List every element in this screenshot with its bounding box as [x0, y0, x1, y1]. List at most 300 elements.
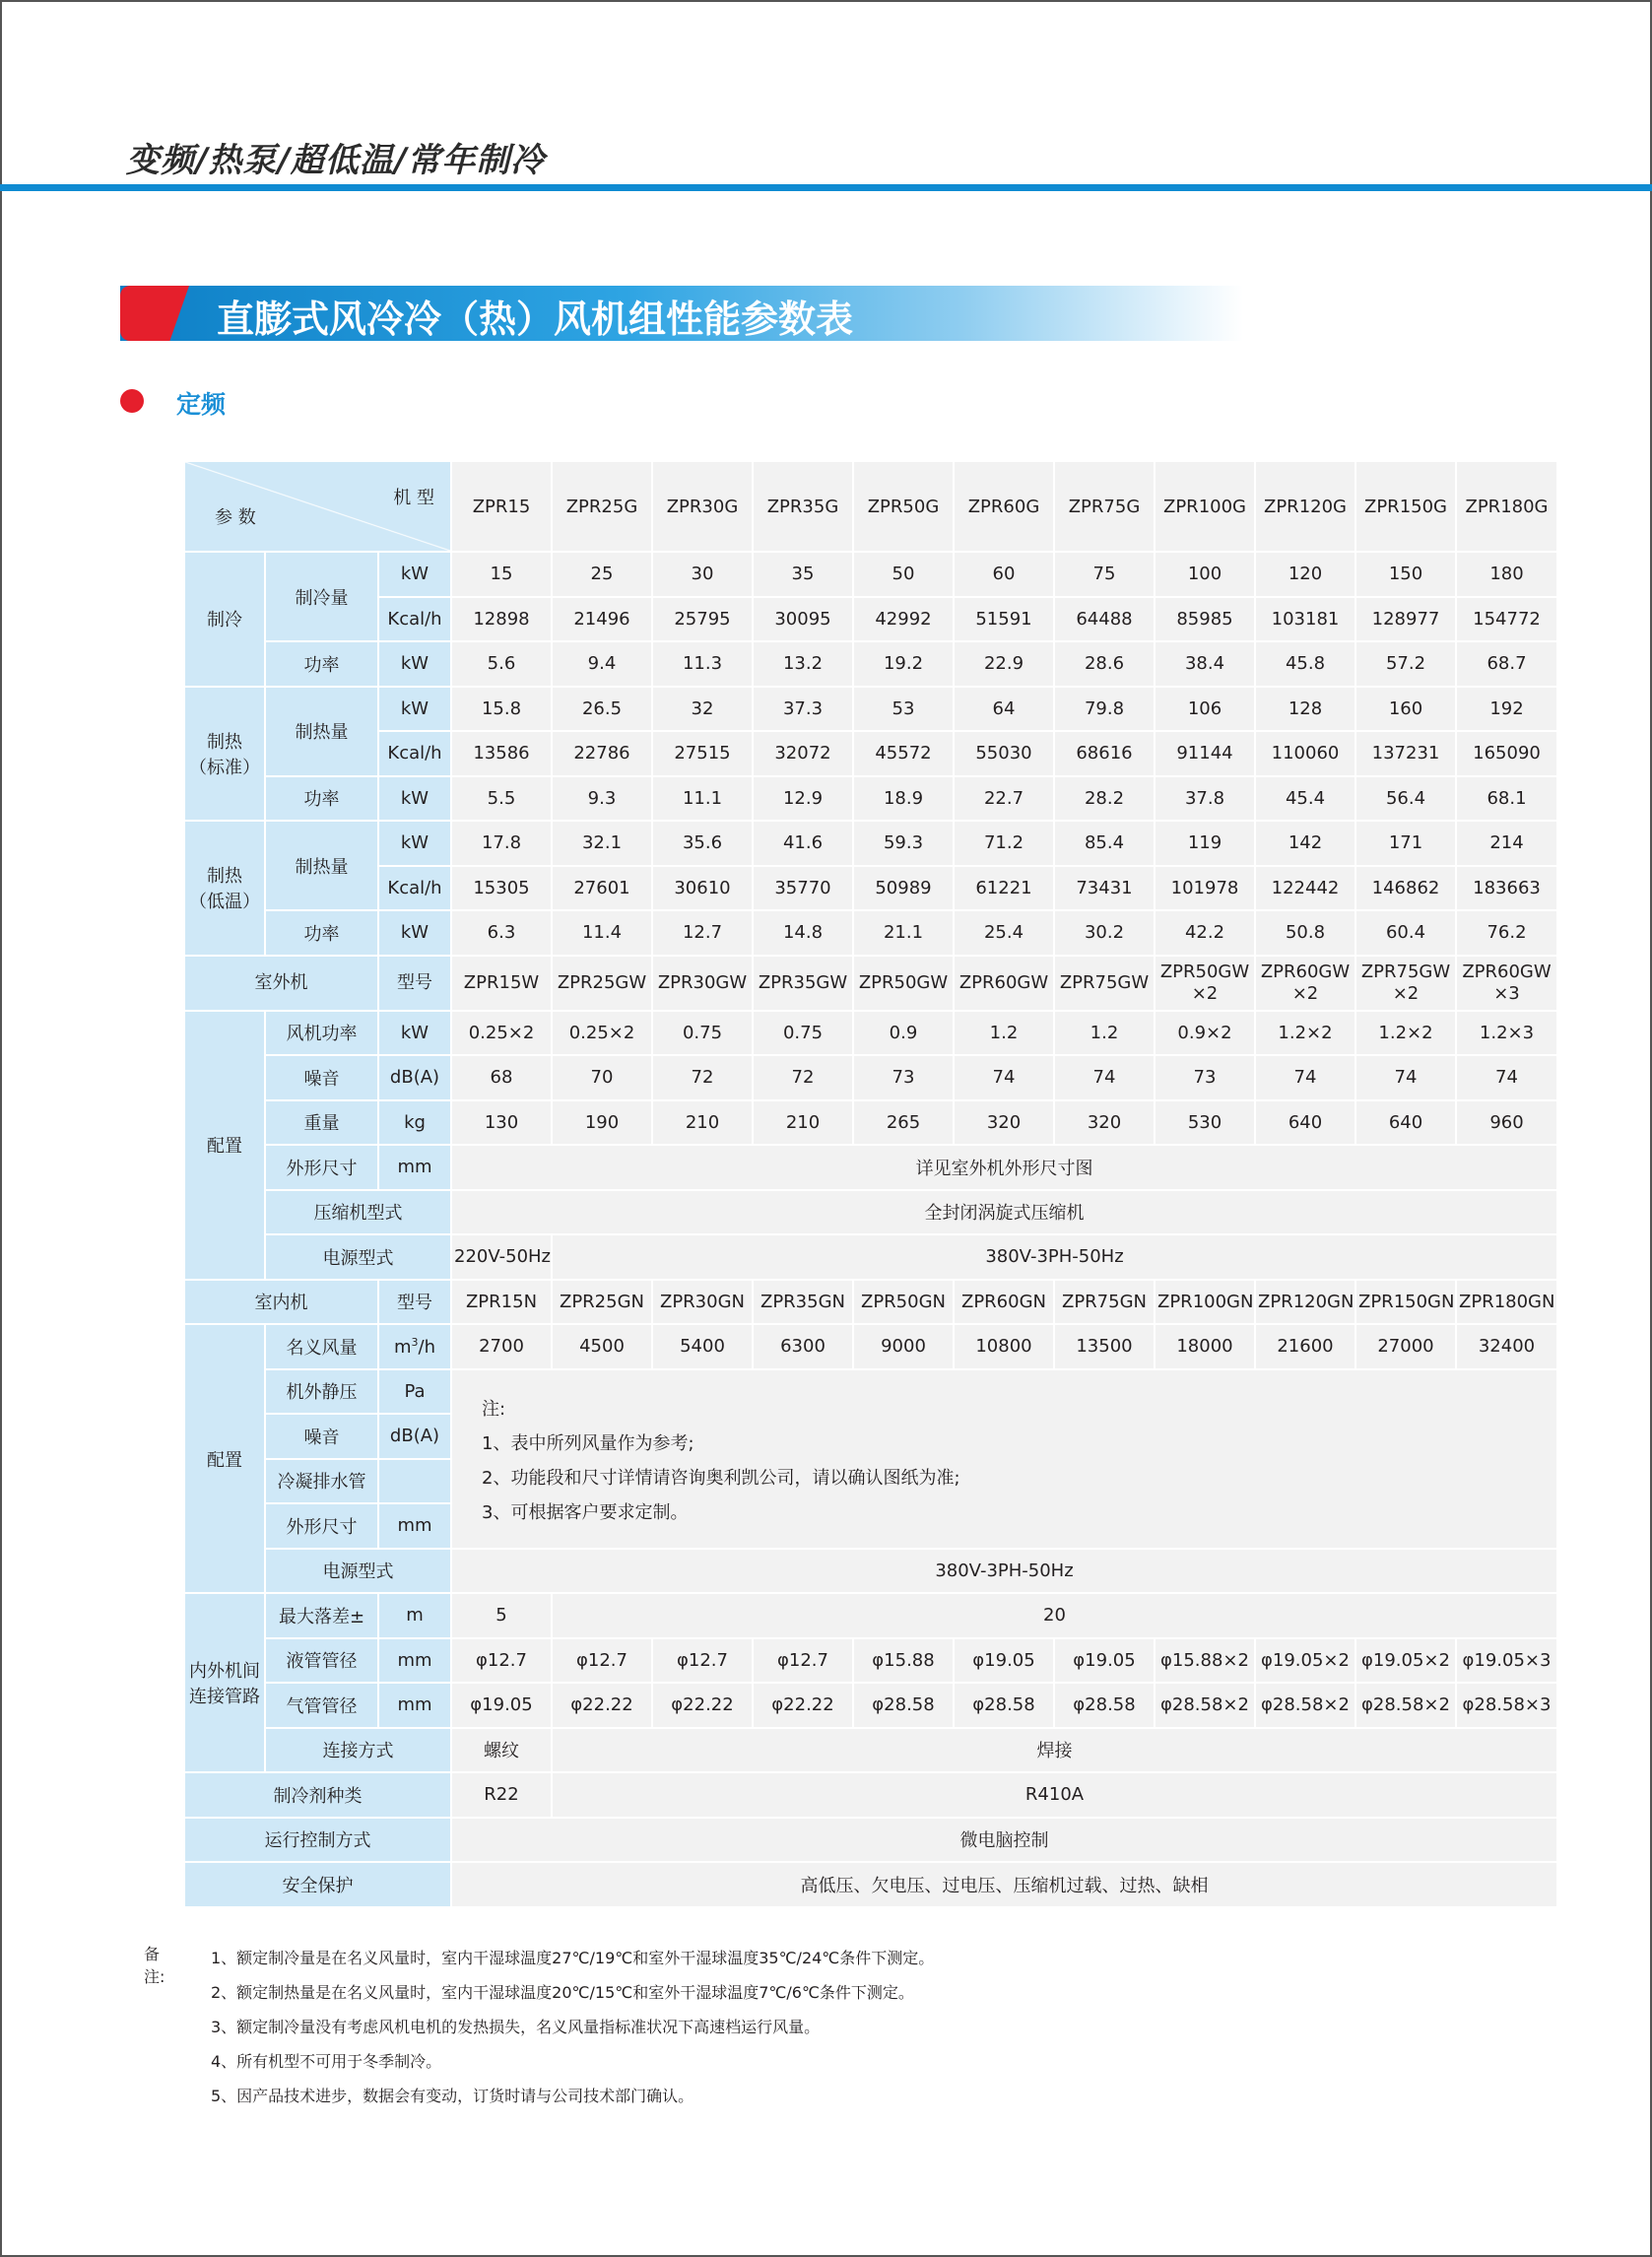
row-label: 制冷剂种类: [184, 1772, 451, 1818]
table-cell: 32: [652, 687, 753, 732]
table-cell: 10800: [954, 1324, 1054, 1369]
unit-label: kW: [378, 910, 451, 956]
table-cell: 50: [853, 552, 954, 597]
table-cell: φ19.05×3: [1456, 1638, 1557, 1684]
table-cell: 120: [1255, 552, 1355, 597]
row-label: 连接方式: [265, 1728, 451, 1773]
table-cell: φ15.88×2: [1155, 1638, 1255, 1684]
table-cell: ZPR60GN: [954, 1280, 1054, 1325]
row-label: 噪音: [265, 1414, 378, 1459]
row-label: 外形尺寸: [265, 1145, 378, 1190]
title-banner: [120, 286, 1243, 341]
table-cell: ZPR50GN: [853, 1280, 954, 1325]
table-cell: 30.2: [1054, 910, 1155, 956]
table-cell: 35: [753, 552, 853, 597]
table-cell: φ12.7: [753, 1638, 853, 1684]
table-cell: 2700: [451, 1324, 552, 1369]
table-cell-merged: 高低压、欠电压、过电压、压缩机过载、过热、缺相: [451, 1862, 1557, 1907]
table-header-row: [184, 461, 1557, 552]
table-row: [184, 1818, 1557, 1863]
table-cell: 27000: [1355, 1324, 1456, 1369]
table-row: [184, 1862, 1557, 1907]
table-cell: 5400: [652, 1324, 753, 1369]
table-cell: 5.6: [451, 641, 552, 687]
unit-label: kW: [378, 821, 451, 866]
table-cell: 73: [853, 1055, 954, 1100]
unit-label: dB(A): [378, 1055, 451, 1100]
table-cell: 265: [853, 1100, 954, 1146]
remarks-label: 备注:: [144, 1945, 165, 1986]
row-label: 制热量: [265, 821, 378, 910]
group-label-line: （低温）: [189, 892, 260, 913]
table-cell-merged: 焊接: [552, 1728, 1557, 1773]
unit-label: kW: [378, 776, 451, 822]
table-cell: φ19.05×2: [1255, 1638, 1355, 1684]
row-label: 最大落差±: [265, 1593, 378, 1638]
row-label: 噪音: [265, 1055, 378, 1100]
table-cell: φ12.7: [451, 1638, 552, 1684]
corner-model-label: 机 型: [393, 488, 434, 508]
table-cell: 74: [1255, 1055, 1355, 1100]
unit-label: mm: [378, 1683, 451, 1728]
unit-label: mm: [378, 1503, 451, 1549]
table-cell: 13500: [1054, 1324, 1155, 1369]
table-cell: 18.9: [853, 776, 954, 822]
table-cell: ZPR15N: [451, 1280, 552, 1325]
table-cell: 15: [451, 552, 552, 597]
table-cell: 74: [1054, 1055, 1155, 1100]
table-cell-merged: 380V-3PH-50Hz: [552, 1234, 1557, 1280]
row-label: 运行控制方式: [184, 1818, 451, 1863]
table-cell: 76.2: [1456, 910, 1557, 956]
table-cell: 960: [1456, 1100, 1557, 1146]
table-row: [184, 1011, 1557, 1056]
table-cell: 15.8: [451, 687, 552, 732]
table-cell: 37.8: [1155, 776, 1255, 822]
unit-label: Kcal/h: [378, 731, 451, 776]
group-label: [184, 1593, 265, 1772]
row-label: 冷凝排水管: [265, 1459, 378, 1504]
table-cell: 142: [1255, 821, 1355, 866]
table-cell: 38.4: [1155, 641, 1255, 687]
corner-param-label: 参 数: [215, 507, 256, 528]
table-cell: φ19.05: [1054, 1638, 1155, 1684]
model-header: ZPR180G: [1456, 461, 1557, 552]
table-cell: φ12.7: [652, 1638, 753, 1684]
table-cell: φ22.22: [652, 1683, 753, 1728]
table-cell: 75: [1054, 552, 1155, 597]
unit-label: mm: [378, 1638, 451, 1684]
table-cell: 150: [1355, 552, 1456, 597]
table-row: [184, 1324, 1557, 1369]
table-cell: 35.6: [652, 821, 753, 866]
group-label: 室内机: [184, 1280, 378, 1325]
table-cell: φ22.22: [753, 1683, 853, 1728]
table-cell: 59.3: [853, 821, 954, 866]
table-row: [184, 910, 1557, 956]
table-cell: 9.4: [552, 641, 652, 687]
row-label: 功率: [265, 910, 378, 956]
model-header: ZPR35G: [753, 461, 853, 552]
table-cell: 128977: [1355, 597, 1456, 642]
table-cell: 12.9: [753, 776, 853, 822]
table-row: [184, 956, 1557, 1011]
table-cell: 27515: [652, 731, 753, 776]
table-cell: ZPR100GN: [1155, 1280, 1255, 1325]
table-cell: 160: [1355, 687, 1456, 732]
table-cell: 30095: [753, 597, 853, 642]
table-cell: 220V-50Hz: [451, 1234, 552, 1280]
table-cell: 21.1: [853, 910, 954, 956]
row-label: 名义风量: [265, 1324, 378, 1369]
table-cell: 28.6: [1054, 641, 1155, 687]
table-cell: φ28.58×3: [1456, 1683, 1557, 1728]
table-cell: ZPR180GN: [1456, 1280, 1557, 1325]
table-row: [184, 552, 1557, 597]
table-cell: 110060: [1255, 731, 1355, 776]
unit-label: kW: [378, 552, 451, 597]
unit-tail: /h: [418, 1336, 436, 1358]
table-cell: 21600: [1255, 1324, 1355, 1369]
remark-item: 1、额定制冷量是在名义风量时，室内干湿球温度27℃/19℃和室外干湿球温度35℃/24℃条件下测定。: [211, 1949, 935, 1967]
notes-title: 注:: [482, 1398, 506, 1420]
table-cell: 5: [451, 1593, 552, 1638]
group-label: 室外机: [184, 956, 378, 1011]
table-row: [184, 821, 1557, 866]
table-row: [184, 776, 1557, 822]
table-cell: ZPR75GW ×2: [1355, 956, 1456, 1011]
table-cell: 1.2×3: [1456, 1011, 1557, 1056]
group-label-line: 内外机间: [189, 1661, 260, 1682]
table-cell: ZPR35GN: [753, 1280, 853, 1325]
table-cell: 68: [451, 1055, 552, 1100]
table-row: [184, 1190, 1557, 1235]
table-cell: 45.4: [1255, 776, 1355, 822]
table-cell: 11.3: [652, 641, 753, 687]
table-cell: ZPR60GW: [954, 956, 1054, 1011]
table-row: [184, 1772, 1557, 1818]
table-cell: 17.8: [451, 821, 552, 866]
table-cell: 214: [1456, 821, 1557, 866]
table-cell: 79.8: [1054, 687, 1155, 732]
table-cell: 60.4: [1355, 910, 1456, 956]
table-cell: 56.4: [1355, 776, 1456, 822]
model-header: ZPR120G: [1255, 461, 1355, 552]
row-label: 压缩机型式: [265, 1190, 451, 1235]
table-cell: 103181: [1255, 597, 1355, 642]
table-cell: 101978: [1155, 866, 1255, 911]
model-header: ZPR100G: [1155, 461, 1255, 552]
table-cell: 42.2: [1155, 910, 1255, 956]
unit-superscript: 3: [411, 1335, 419, 1349]
table-cell: 51591: [954, 597, 1054, 642]
table-row: [184, 687, 1557, 732]
table-cell: 640: [1255, 1100, 1355, 1146]
table-cell: 100: [1155, 552, 1255, 597]
table-cell: 28.2: [1054, 776, 1155, 822]
group-label-line: 制热: [207, 866, 242, 888]
row-label: 制热量: [265, 687, 378, 776]
table-row: [184, 866, 1557, 911]
table-row: [184, 1145, 1557, 1190]
table-row: [184, 1638, 1557, 1684]
table-cell: φ19.05×2: [1355, 1638, 1456, 1684]
table-cell: 22.9: [954, 641, 1054, 687]
table-cell: 137231: [1355, 731, 1456, 776]
table-cell: 210: [753, 1100, 853, 1146]
table-cell: φ19.05: [451, 1683, 552, 1728]
table-cell: 50989: [853, 866, 954, 911]
row-label: 电源型式: [265, 1234, 451, 1280]
table-cell: 85985: [1155, 597, 1255, 642]
table-cell: 11.1: [652, 776, 753, 822]
table-cell: 0.75: [753, 1011, 853, 1056]
table-row: [184, 1549, 1557, 1594]
table-cell: 4500: [552, 1324, 652, 1369]
table-cell: 0.75: [652, 1011, 753, 1056]
table-cell: ZPR75GN: [1054, 1280, 1155, 1325]
unit-label: kg: [378, 1100, 451, 1146]
table-cell: 192: [1456, 687, 1557, 732]
table-cell: 60: [954, 552, 1054, 597]
table-row: [184, 1369, 1557, 1415]
table-cell: 6300: [753, 1324, 853, 1369]
unit-label: Kcal/h: [378, 597, 451, 642]
table-cell: 146862: [1355, 866, 1456, 911]
table-cell: ZPR15W: [451, 956, 552, 1011]
table-cell: 50.8: [1255, 910, 1355, 956]
unit-base: m: [393, 1336, 412, 1358]
table-cell: 14.8: [753, 910, 853, 956]
table-row: [184, 1055, 1557, 1100]
table-cell: 106: [1155, 687, 1255, 732]
table-cell-merged: 全封闭涡旋式压缩机: [451, 1190, 1557, 1235]
table-cell: 73431: [1054, 866, 1155, 911]
table-cell: 53: [853, 687, 954, 732]
table-cell: 128: [1255, 687, 1355, 732]
header-divider: [0, 184, 1652, 191]
table-row: [184, 1234, 1557, 1280]
table-cell: ZPR50GW ×2: [1155, 956, 1255, 1011]
table-cell: 32.1: [552, 821, 652, 866]
group-label: 制冷: [184, 552, 265, 687]
table-cell: 154772: [1456, 597, 1557, 642]
table-cell: 0.9×2: [1155, 1011, 1255, 1056]
table-cell: φ28.58: [853, 1683, 954, 1728]
unit-label: 型号: [378, 1280, 451, 1325]
remark-item: 4、所有机型不可用于冬季制冷。: [211, 2052, 442, 2071]
table-cell: 37.3: [753, 687, 853, 732]
table-cell: ZPR30GN: [652, 1280, 753, 1325]
row-label: 重量: [265, 1100, 378, 1146]
spec-table: [183, 460, 1558, 1908]
table-cell: 27601: [552, 866, 652, 911]
table-cell-merged: 微电脑控制: [451, 1818, 1557, 1863]
table-cell: 122442: [1255, 866, 1355, 911]
model-header: ZPR60G: [954, 461, 1054, 552]
table-cell: 71.2: [954, 821, 1054, 866]
table-cell: R22: [451, 1772, 552, 1818]
table-cell: φ22.22: [552, 1683, 652, 1728]
table-cell: 45.8: [1255, 641, 1355, 687]
table-cell: 21496: [552, 597, 652, 642]
table-cell: ZPR60GW ×3: [1456, 956, 1557, 1011]
row-label: 功率: [265, 776, 378, 822]
table-cell: 68.7: [1456, 641, 1557, 687]
table-cell: 9000: [853, 1324, 954, 1369]
table-cell: 12898: [451, 597, 552, 642]
table-cell: 68.1: [1456, 776, 1557, 822]
table-cell: 57.2: [1355, 641, 1456, 687]
table-cell: 171: [1355, 821, 1456, 866]
table-cell: 1.2: [954, 1011, 1054, 1056]
table-cell: 5.5: [451, 776, 552, 822]
table-cell: φ15.88: [853, 1638, 954, 1684]
table-row: [184, 641, 1557, 687]
table-cell: 210: [652, 1100, 753, 1146]
model-header: ZPR15: [451, 461, 552, 552]
table-cell: 61221: [954, 866, 1054, 911]
page-header-title: 变频/热泵/超低温/常年制冷: [126, 141, 546, 180]
unit-label: Kcal/h: [378, 866, 451, 911]
table-cell: ZPR60GW ×2: [1255, 956, 1355, 1011]
table-row: [184, 1100, 1557, 1146]
table-cell: 91144: [1155, 731, 1255, 776]
table-cell: 74: [954, 1055, 1054, 1100]
unit-label: mm: [378, 1145, 451, 1190]
table-row: [184, 1280, 1557, 1325]
row-label: 风机功率: [265, 1011, 378, 1056]
table-cell: 320: [1054, 1100, 1155, 1146]
table-cell: 190: [552, 1100, 652, 1146]
table-cell: 530: [1155, 1100, 1255, 1146]
group-label: 配置: [184, 1011, 265, 1280]
table-cell-merged: R410A: [552, 1772, 1557, 1818]
table-cell: 165090: [1456, 731, 1557, 776]
group-label-line: 制热: [207, 731, 242, 753]
note-item: 1、表中所列风量作为参考;: [482, 1432, 694, 1454]
group-label-line: （标准）: [189, 757, 260, 778]
table-cell: 85.4: [1054, 821, 1155, 866]
table-cell: 42992: [853, 597, 954, 642]
row-label: 功率: [265, 641, 378, 687]
table-cell: ZPR30GW: [652, 956, 753, 1011]
table-cell: 15305: [451, 866, 552, 911]
unit-label: kW: [378, 641, 451, 687]
table-cell: 35770: [753, 866, 853, 911]
group-label: 配置: [184, 1324, 265, 1593]
unit-label: dB(A): [378, 1414, 451, 1459]
remark-item: 5、因产品技术进步，数据会有变动，订货时请与公司技术部门确认。: [211, 2087, 694, 2105]
table-cell: φ28.58: [954, 1683, 1054, 1728]
row-label: 机外静压: [265, 1369, 378, 1415]
unit-label: [378, 1459, 451, 1504]
group-label-line: 连接管路: [189, 1687, 260, 1707]
table-cell: ZPR35GW: [753, 956, 853, 1011]
unit-label: Pa: [378, 1369, 451, 1415]
table-cell: 12.7: [652, 910, 753, 956]
banner-red-tab: [120, 286, 189, 341]
unit-label: kW: [378, 1011, 451, 1056]
table-cell: 55030: [954, 731, 1054, 776]
table-cell: 130: [451, 1100, 552, 1146]
table-cell: 74: [1355, 1055, 1456, 1100]
table-cell: ZPR25GN: [552, 1280, 652, 1325]
section-bullet: [120, 389, 144, 413]
table-cell: 25795: [652, 597, 753, 642]
table-cell-merged: 详见室外机外形尺寸图: [451, 1145, 1557, 1190]
table-cell: φ28.58×2: [1155, 1683, 1255, 1728]
unit-label: [378, 1324, 451, 1369]
table-cell: 11.4: [552, 910, 652, 956]
table-cell: 22786: [552, 731, 652, 776]
table-cell: 45572: [853, 731, 954, 776]
table-cell: 64: [954, 687, 1054, 732]
indoor-notes: [451, 1369, 1557, 1549]
table-cell: 183663: [1456, 866, 1557, 911]
table-cell: 30610: [652, 866, 753, 911]
table-cell: φ28.58×2: [1255, 1683, 1355, 1728]
remark-item: 2、额定制热量是在名义风量时，室内干湿球温度20℃/15℃和室外干湿球温度7℃/6℃条件下测定。: [211, 1983, 914, 2002]
table-cell: 72: [652, 1055, 753, 1100]
table-cell: 1.2×2: [1255, 1011, 1355, 1056]
model-header: ZPR25G: [552, 461, 652, 552]
banner-title: 直膨式风冷冷（热）风机组性能参数表: [217, 297, 854, 341]
table-cell: 0.25×2: [552, 1011, 652, 1056]
table-cell-merged: 20: [552, 1593, 1557, 1638]
table-cell: 640: [1355, 1100, 1456, 1146]
table-cell: 68616: [1054, 731, 1155, 776]
table-cell: 13.2: [753, 641, 853, 687]
table-cell: 64488: [1054, 597, 1155, 642]
table-cell: 74: [1456, 1055, 1557, 1100]
unit-label: kW: [378, 687, 451, 732]
table-cell: ZPR120GN: [1255, 1280, 1355, 1325]
table-cell: 32072: [753, 731, 853, 776]
table-cell: φ28.58×2: [1355, 1683, 1456, 1728]
table-cell: 119: [1155, 821, 1255, 866]
table-cell: ZPR150GN: [1355, 1280, 1456, 1325]
table-cell: 0.9: [853, 1011, 954, 1056]
table-cell: 73: [1155, 1055, 1255, 1100]
table-cell: 18000: [1155, 1324, 1255, 1369]
table-cell: 70: [552, 1055, 652, 1100]
table-corner: [184, 461, 451, 552]
table-cell-merged: 380V-3PH-50Hz: [451, 1549, 1557, 1594]
table-cell: 320: [954, 1100, 1054, 1146]
remark-item: 3、额定制冷量没有考虑风机电机的发热损失，名义风量指标准状况下高速档运行风量。: [211, 2018, 821, 2036]
table-cell: 19.2: [853, 641, 954, 687]
table-cell: φ28.58: [1054, 1683, 1155, 1728]
table-cell: 1.2×2: [1355, 1011, 1456, 1056]
group-label: [184, 821, 265, 956]
table-cell: 30: [652, 552, 753, 597]
model-header: ZPR30G: [652, 461, 753, 552]
model-header: ZPR75G: [1054, 461, 1155, 552]
table-cell: 1.2: [1054, 1011, 1155, 1056]
table-cell: 72: [753, 1055, 853, 1100]
table-cell: ZPR50GW: [853, 956, 954, 1011]
table-cell: ZPR25GW: [552, 956, 652, 1011]
table-row: [184, 597, 1557, 642]
table-cell: 0.25×2: [451, 1011, 552, 1056]
unit-label: m: [378, 1593, 451, 1638]
section-label: 定频: [176, 390, 227, 419]
table-cell: 6.3: [451, 910, 552, 956]
table-cell: φ12.7: [552, 1638, 652, 1684]
row-label: 安全保护: [184, 1862, 451, 1907]
row-label: 外形尺寸: [265, 1503, 378, 1549]
